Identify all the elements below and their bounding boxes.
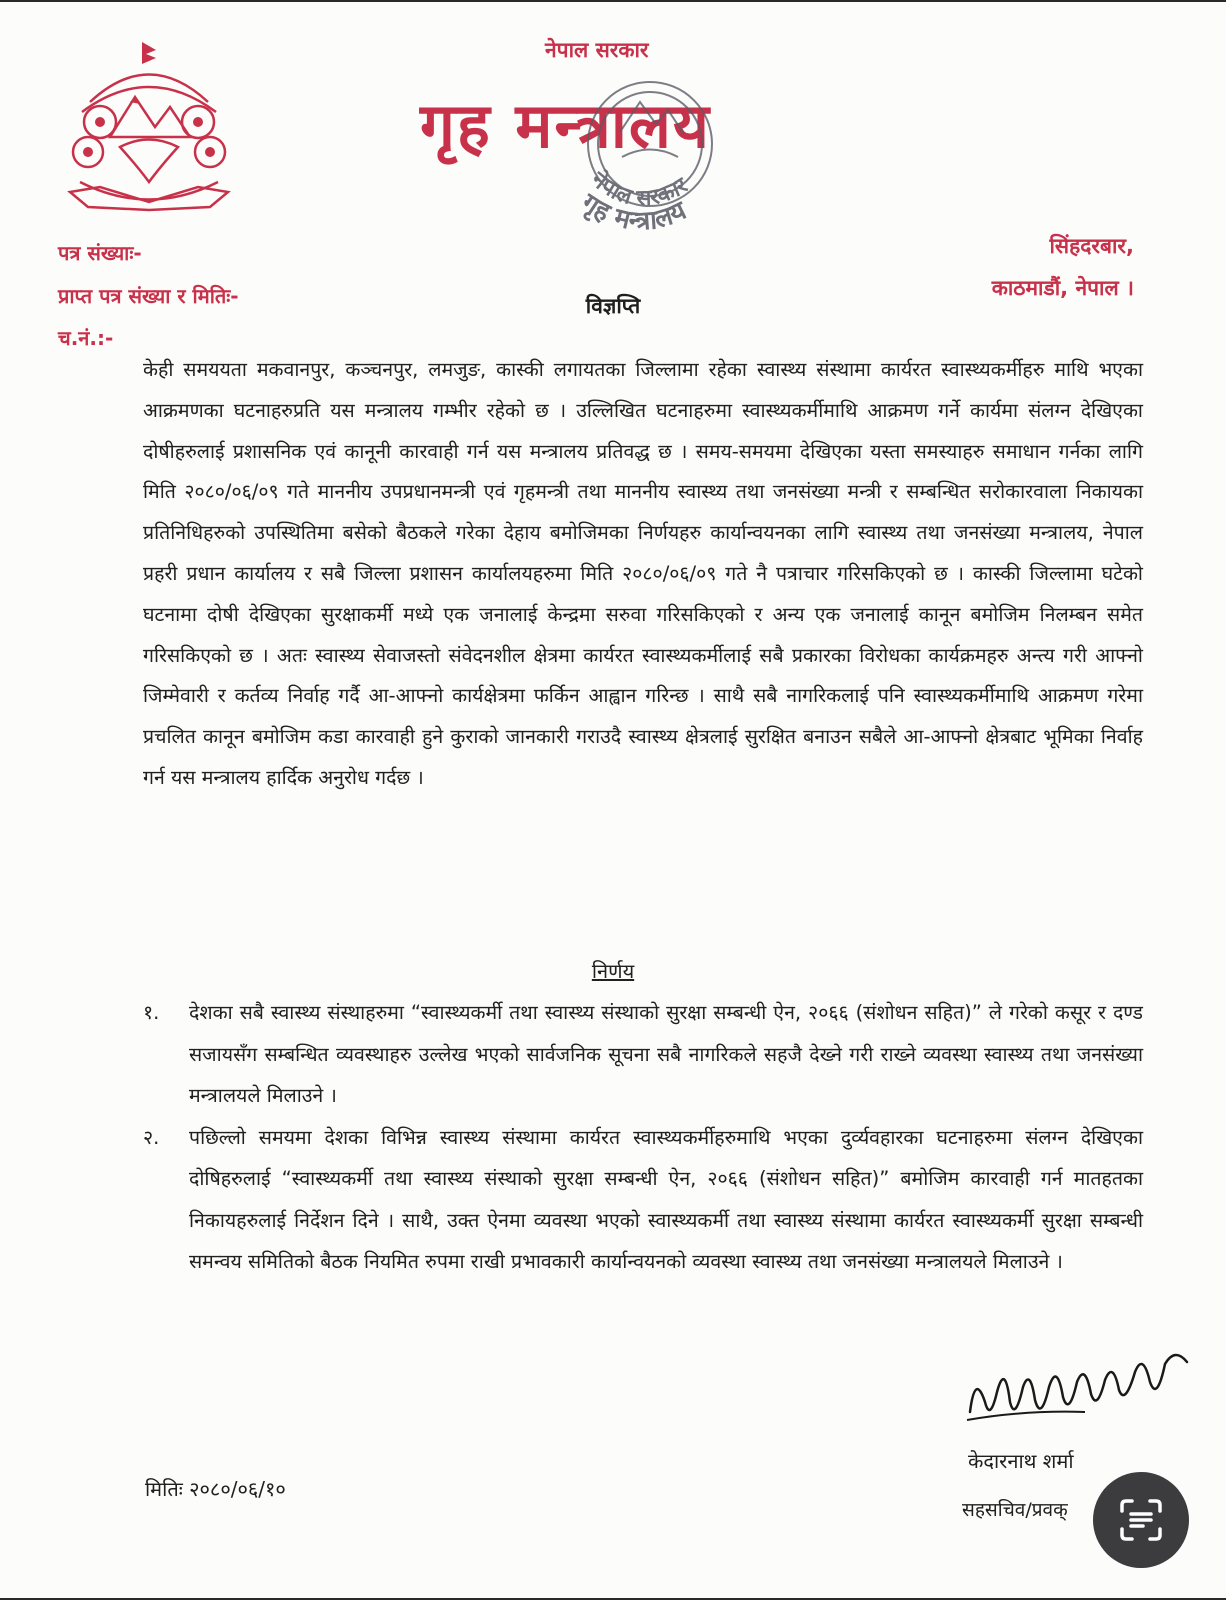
ministry-stamp-icon [560, 62, 740, 242]
letter-number-label: पत्र संख्याः- [58, 241, 142, 265]
dispatch-number-label: च.नं.:- [58, 326, 114, 350]
signature-icon [965, 1342, 1195, 1432]
text-scan-button[interactable] [1093, 1472, 1189, 1568]
decision-list [143, 992, 1143, 1283]
decision-text: देशका सबै स्वास्थ्य संस्थाहरुमा “स्वास्थ्यकर्मी तथा स्वास्थ्य संस्थाको सुरक्षा सम्बन्धी ऐन, २०६६ (संशोधन सहित)” ले गरेको कसूर र दण्ड सजायसँग सम्बन्धित व्यवस्थाहरु उल्लेख भएको सार्वजनिक सूचना सबै नागरिकले सहजै देख्ने गरी राख्ने व्यवस्था स्वास्थ्य तथा जनसंख्या मन्त्रालयले मिलाउने । [189, 1001, 1143, 1107]
address-line-2: काठमाडौं, नेपाल । [991, 276, 1134, 300]
decision-text: पछिल्लो समयमा देशका विभिन्न स्वास्थ्य संस्थामा कार्यरत स्वास्थ्यकर्मीहरुमाथि भएका दुर्व्यवहारका घटनाहरुमा संलग्न देखिएका दोषिहरुलाई “स्वास्थ्यकर्मी तथा स्वास्थ्य संस्थाको सुरक्षा सम्बन्धी ऐन, २०६६ (संशोधन सहित)” बमोजिम कारवाही गर्न मातहतका निकायहरुलाई निर्देशन दिने । साथै, उक्त ऐनमा व्यवस्था भएको स्वास्थ्यकर्मी तथा स्वास्थ्य संस्थामा कार्यरत स्वास्थ्यकर्मी सुरक्षा सम्बन्धी समन्वय समितिको बैठक नियमित रुपमा राखी प्रभावकारी कार्यान्वयनको व्यवस्था स्वास्थ्य तथा जनसंख्या मन्त्रालयले मिलाउने । [189, 1125, 1143, 1273]
decision-heading: निर्णय [591, 959, 635, 983]
stamp-text-line2: गृह मन्त्रालय [576, 187, 692, 237]
decision-item [143, 1117, 1143, 1283]
signer-title: सहसचिव/प्रवक् [962, 1499, 1068, 1521]
notice-date: मितिः २०८०/०६/१० [145, 1477, 286, 1501]
text-scan-icon [1116, 1495, 1166, 1545]
notice-title: विज्ञप्ति [585, 294, 641, 318]
decision-number: २. [143, 1125, 160, 1149]
decision-number: १. [143, 1001, 160, 1024]
received-letter-label: प्राप्त पत्र संख्या र मितिः- [58, 284, 239, 308]
notice-body: केही समययता मकवानपुर, कञ्चनपुर, लमजुङ, कास्की लगायतका जिल्लामा रहेका स्वास्थ्य संस्थामा कार्यरत स्वास्थ्यकर्मीहरु माथि भएका आक्रमणका घटनाहरुप्रति यस मन्त्रालय गम्भीर रहेको छ । उल्लिखित घटनाहरुमा स्वास्थ्यकर्मीमाथि आक्रमण गर्ने कार्यमा संलग्न देखिएका दोषीहरुलाई प्रशासनिक एवं कानूनी कारवाही गर्न यस मन्त्रालय प्रतिवद्ध छ । समय-समयमा देखिएका यस्ता समस्याहरु समाधान गर्नका लागि मिति २०८०/०६/०९ गते माननीय उपप्रधानमन्त्री एवं गृहमन्त्री तथा माननीय स्वास्थ्य तथा जनसंख्या मन्त्री र सम्बन्धित सरोकारवाला निकायका प्रतिनिधिहरुको उपस्थितिमा बसेको बैठकले गरेका देहाय बमोजिमका निर्णयहरु कार्यान्वयनका लागि स्वास्थ्य तथा जनसंख्या मन्त्रालय, नेपाल प्रहरी प्रधान कार्यालय र सबै जिल्ला प्रशासन कार्यालयहरुमा मिति २०८०/०६/०९ गते नै पत्राचार गरिसकिएको छ । कास्की जिल्लामा घटेको घटनामा दोषी देखिएका सुरक्षाकर्मी मध्ये एक जनालाई केन्द्रमा सरुवा गरिसकिएको र अन्य एक जनालाई कानून बमोजिम निलम्बन समेत गरिसकिएको छ । अतः स्वास्थ्य सेवाजस्तो संवेदनशील क्षेत्रमा कार्यरत स्वास्थ्यकर्मीलाई सबै प्रकारका विरोधका कार्यक्रमहरु अन्त्य गरी आफ्नो जिम्मेवारी र कर्तव्य निर्वाह गर्दै आ-आफ्नो कार्यक्षेत्रमा फर्किन आह्वान गरिन्छ । साथै सबै नागरिकलाई पनि स्वास्थ्यकर्मीमाथि आक्रमण गरेमा प्रचलित कानून बमोजिम कडा कारवाही हुने कुराको जानकारी गराउदै स्वास्थ्य क्षेत्रलाई सुरक्षित बनाउन सबैले आ-आफ्नो क्षेत्रबाट भूमिका निर्वाह गर्न यस मन्त्रालय हार्दिक अनुरोध गर्दछ । [143, 358, 1143, 789]
nepal-emblem-icon [60, 42, 238, 212]
decision-item [143, 992, 1143, 1117]
stamp-text-line1: नेपाल सरकार [586, 167, 693, 212]
signer-name: केदारनाथ शर्मा [968, 1449, 1074, 1473]
ministry-name: गृह मन्त्रालय [420, 89, 711, 162]
government-name: नेपाल सरकार [545, 38, 649, 62]
address-line-1: सिंहदरबार, [1049, 234, 1134, 258]
